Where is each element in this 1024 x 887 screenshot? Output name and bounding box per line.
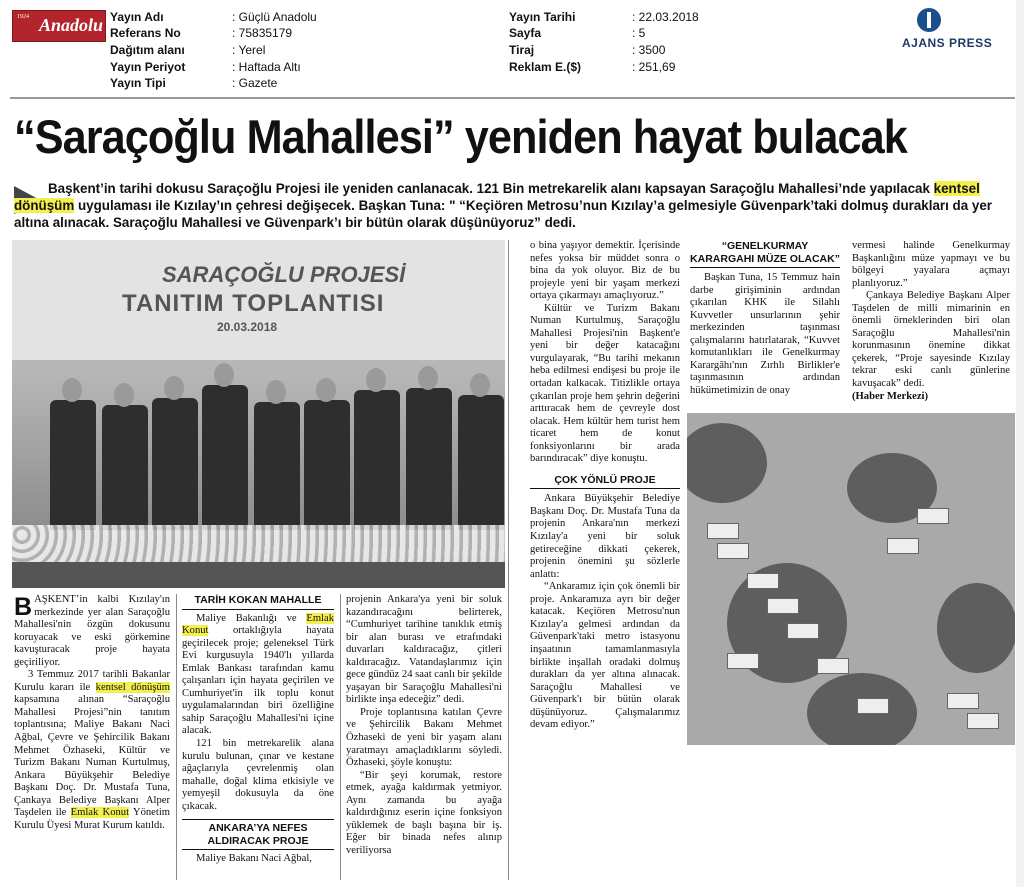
aerial-photo [687, 413, 1015, 745]
event-photo [12, 240, 505, 588]
meta-value: : Gazete [232, 76, 278, 90]
banner-subtitle: TANITIM TOPLANTISI [122, 290, 385, 317]
column-divider [340, 594, 341, 880]
meta-label: Yayın Tarihi [509, 10, 576, 24]
meta-value: : Güçlü Anadolu [232, 10, 317, 24]
drop-cap: B [14, 593, 33, 621]
column-2 [182, 594, 334, 866]
highlight-term: Emlak Konut [182, 612, 334, 637]
page-edge [1016, 0, 1024, 887]
paragraph: 3 Temmuz 2017 tarihli Bakanlar Kurulu kararı ile [14, 669, 170, 693]
paragraph: “Ankaramız için çok önemli bir proje. Ankaramıza ayrı bir değer katacak. Keçiören Metrosu'nun Kızılay'a gelmesi ardından da Güvenpark'taki metro istasyonu inşaatının tamamlanmasıyla birlikte inşallah oradaki dolmuş durakları da yer altına alınacak. Saraçoğlu Mahallesi ve Güvenpark'ı bir bütün olarak düşünüyoruz. Çalışmalarımız devam ediyor.” [530, 581, 680, 731]
meta-label: Sayfa [509, 26, 542, 40]
paragraph: Maliye Bakanlığı ve [196, 612, 307, 624]
highlight-term: Emlak Konut [70, 807, 130, 819]
column-divider [176, 594, 177, 880]
meta-value: : 5 [632, 26, 646, 40]
paragraph: Başkan Tuna, 15 Temmuz hain darbe girişiminin ardından çıkarılan KHK ile Silahlı Kuvvetler unsurlarının şehir merkezinden taşınması çalışmalarını hatırlatarak, “Kuvvet komutanlıkları ile Genelkurmay Karargâhı'nın Zırhlı Birlikler'e taşınmasının ardından hükümetimizin de onay [690, 272, 840, 397]
paragraph: 121 bin metrekarelik alana kurulu bulunan, çınar ve kestane ağaçlarıyla çevrelenmiş olan mahalle, doğal klima etkisiyle ve yemyeşil dokusuyla da öne çıkacak. [182, 738, 334, 812]
paragraph: Proje toplantısına katılan Çevre ve Şehircilik Bakanı Mehmet Özhaseki de yeni bir yaşam alanı yaratmayı amaçladıklarını söyledi. Özhaseki, şöyle konuştu: [346, 706, 502, 769]
meta-label: Yayın Periyot [110, 60, 186, 74]
paragraph: AŞKENT’in kalbi Kızılay'ın merkezinde yer alan Saraçoğlu Mahallesi'nin özgün dokusunu koruyacak ve eski görkemine kavuşturacak proje hayata geçiriliyor. [14, 594, 170, 668]
paragraph: vermesi halinde Genelkurmay Başkanlığını müze yapmayı ve bu bölgeyi yayalara açmayı planlıyoruz.” [852, 240, 1010, 289]
meta-value: : 251,69 [632, 60, 676, 74]
ajans-press-icon [917, 8, 941, 32]
meta-label: Tiraj [509, 43, 535, 57]
flower-arrangement [12, 525, 505, 565]
paragraph: “Bir şeyi korumak, restore etmek, ayağa kaldırmak yetmiyor. Aynı zamanda bu ayağa kaldırdığınız eserin içine fonksiyon yüklemek de başlı başına bir iş. Eğer bir binada nefes alınıp veriliyorsa [346, 769, 502, 856]
highlight-term: kentsel dönüşüm [95, 681, 170, 693]
paragraph: Çankaya Belediye Başkanı Alper Taşdelen de milli mimarinin en önemli örneklerinden biri olan Saraçoğlu Mahallesi'nin korunmasının önemine dikkat çekerek, “Proje sayesinde Kızılay tekrar eski canlı günlerine kavuşacak” dedi. [852, 290, 1010, 390]
ajans-press-brand: AJANS PRESS [902, 36, 993, 50]
subheading: ÇOK YÖNLÜ PROJE [530, 474, 680, 490]
meta-value: : 3500 [632, 43, 666, 57]
header-divider [10, 97, 1015, 99]
meta-label: Yayın Tipi [110, 76, 166, 90]
paragraph: Ankara Büyükşehir Belediye Başkanı Doç. Dr. Mustafa Tuna da projenin Ankara'nın merkezi Kızılay'a yeni bir soluk getireceğine dikkati çekerek, projenin önemini şu sözlerle anlattı: [530, 493, 680, 580]
meta-value: : Yerel [232, 43, 266, 57]
column-divider [508, 240, 509, 880]
column-5 [690, 240, 840, 398]
newspaper-logo [12, 10, 106, 42]
column-1 [14, 594, 170, 832]
paragraph: o bina yaşıyor demektir. İçerisinde nefes yoksa bir müddet sonra o bina da yok oluyor. Biz de bu projeyle yeni bir yaşam merkezi ortaya çıkarmayı amaçlıyoruz.” [530, 240, 680, 302]
meta-value: : 75835179 [232, 26, 293, 40]
logo-year: 1924 [17, 14, 29, 20]
meta-label: Reklam E.($) [509, 60, 582, 74]
meta-label: Yayın Adı [110, 10, 164, 24]
paragraph: projenin Ankara'ya yeni bir soluk kazandıracağını belirterek, “Cumhuriyet tarihine tanıklık etmiş bir alan burası ve etrafındaki duvarları kaldıracağız, çitleri kaldıracağız. Vatandaşlarımız için gece gündüz 24 saat canlı bir şekilde yaşayan bir Saraçoğlu Mahallesi'ni birlikte inşa edeceğiz” dedi. [346, 594, 502, 706]
source-credit: (Haber Merkezi) [852, 390, 928, 402]
lead-paragraph [14, 180, 1014, 231]
column-3 [346, 594, 502, 857]
subheading: “GENELKURMAY KARARGAHI MÜZE OLACAK” [690, 240, 840, 268]
paragraph: Maliye Bakanı Naci Ağbal, [196, 853, 312, 865]
paragraph: ortaklığıyla hayata geçirilecek proje; geleneksel Türk Evi kurgusuyla 1940'lı yıllarda Emlak Bankası tarafından kamu çalışanları için hayata geçirilen ve Cumhuriyet'in ilk toplu konut uygulamalarından biri özelliğine sahip Saraçoğlu Mahallesi'ni içine alacak. [182, 625, 334, 737]
paragraph: kapsamına alınan “Saraçoğlu Mahallesi Projesi”nin tanıtım toplantısına; Maliye Bakanı Naci Ağbal, Çevre ve Şehircilik Bakanı Mehmet Özhaseki, Kültür ve Turizm Bakanı Numan Kurtulmuş, Ankara Büyükşehir Belediye Başkanı Doç. Dr. Mustafa Tuna, Çankaya Belediye Başkanı Alper Taşdelen ile [14, 694, 170, 819]
lead-text: uygulaması ile Kızılay’ın çehresi değişecek. Başkan Tuna: " “Keçiören Metrosu’nun Kızılay’a gelmesiyle Güvenpark’taki dolmuş durakları da yer altına alınacak. Saraçoğlu Mahallesi ve Güvenpark’ı bir bütün olarak düşünüyoruz” dedi. [14, 198, 993, 230]
paragraph: Kültür ve Turizm Bakanı Numan Kurtulmuş, Saraçoğlu Mahallesi Projesi'nin Başkent'e yeni bir değer katacağını vurgulayarak, “Bu tarihi mekanın heba edilmesi endişesi bu proje ile ortadan kalkacak. Titizlikle ortaya çıkarılan proje hem şehrin değerini arttıracak hem de çevreyle dost olacak. Hem kültür hem turist hem ticaret hem de konut fonksiyonlarını bir arada barındıracak” diye konuştu. [530, 302, 680, 465]
lead-text: Başkent’in tarihi dokusu Saraçoğlu Projesi ile yeniden canlanacak. 121 Bin metrekarelik alanı kapsayan Saraçoğlu Mahallesi’nde yapılacak [48, 181, 934, 196]
banner-date: 20.03.2018 [217, 320, 278, 334]
meta-label: Dağıtım alanı [110, 43, 185, 57]
highlight-term: kentsel dönüşüm [14, 181, 980, 213]
subheading: TARİH KOKAN MAHALLE [182, 594, 334, 610]
banner-title: SARAÇOĞLU PROJESİ [162, 262, 406, 287]
column-6 [852, 240, 1010, 403]
paragraph: Yönetim Kurulu Üyesi Murat Kurum katıldı. [14, 807, 170, 831]
headline: “Saraçoğlu Mahallesi” yeniden hayat bulacak [14, 110, 907, 163]
meta-value: : 22.03.2018 [632, 10, 699, 24]
meta-value: : Haftada Altı [232, 60, 301, 74]
meta-label: Referans No [110, 26, 181, 40]
subheading: ANKARA’YA NEFES ALDIRACAK PROJE [182, 819, 334, 850]
logo-text: Anadolu [39, 15, 104, 35]
column-4 [530, 240, 680, 732]
stage-front [12, 562, 505, 588]
